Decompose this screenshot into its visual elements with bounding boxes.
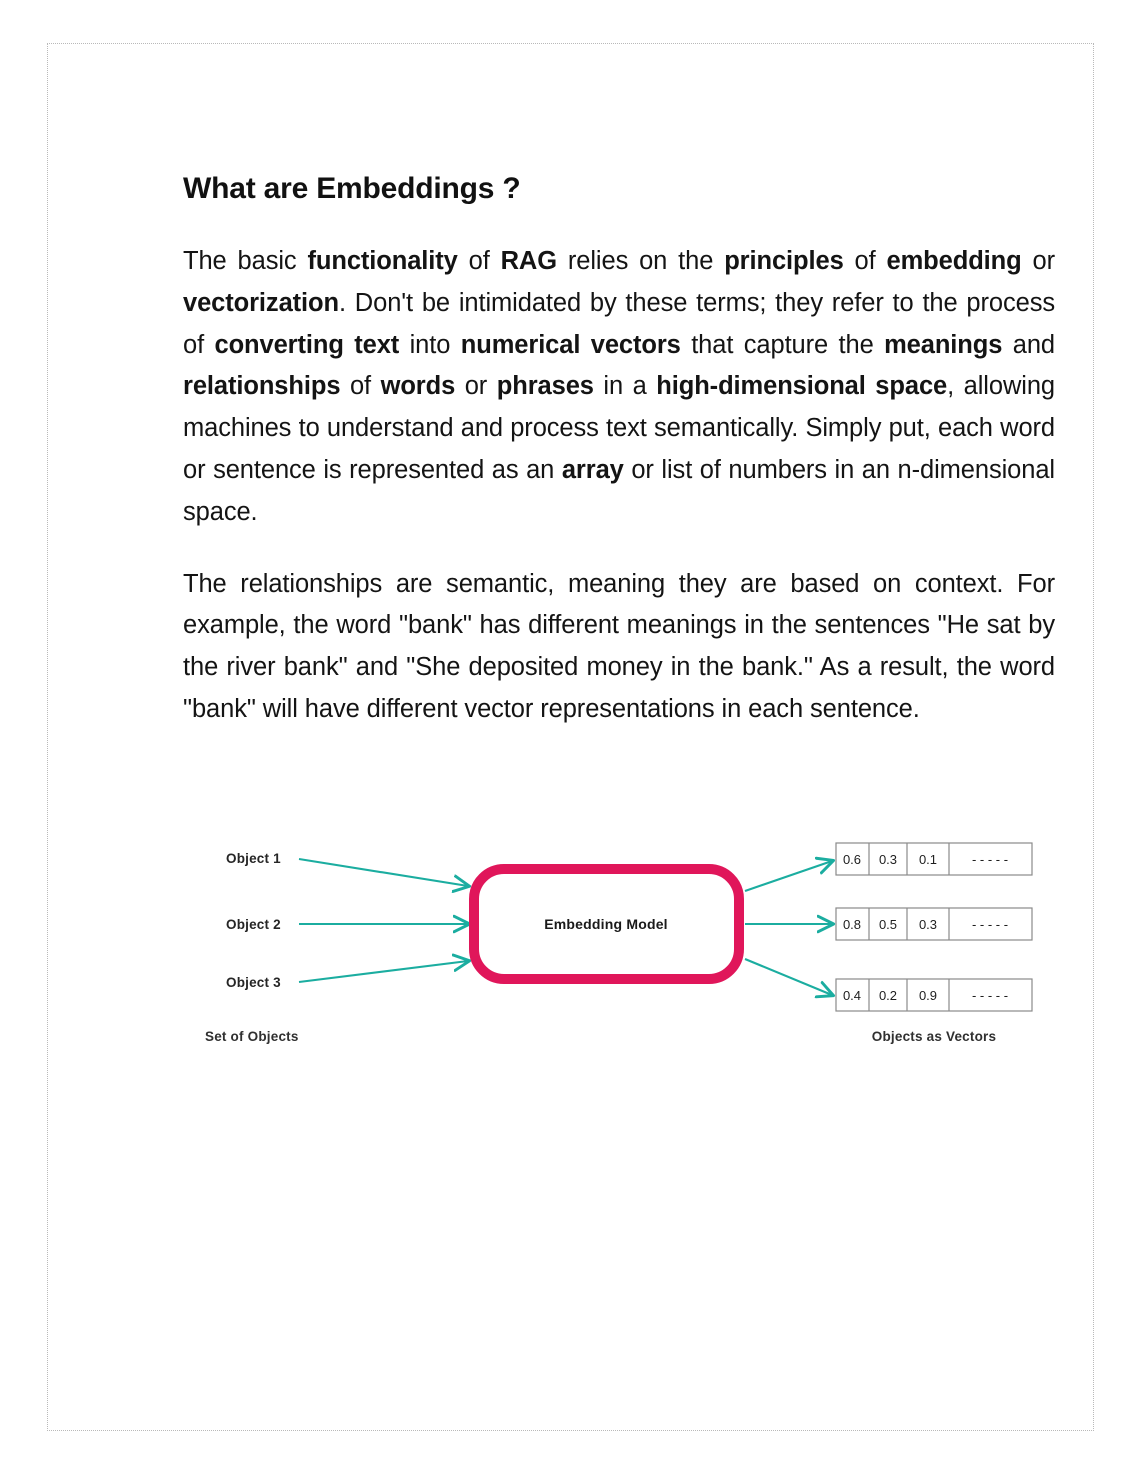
vector-1-value-3: 0.1	[918, 852, 938, 867]
vector-1-value-2: 0.3	[878, 852, 898, 867]
diagram-left-caption: Set of Objects	[205, 1029, 299, 1044]
emphasized-text: relationships	[183, 372, 341, 401]
diagram-vector-row-1	[836, 843, 1032, 875]
vector-3-value-1: 0.4	[842, 988, 862, 1003]
embedding-diagram	[196, 819, 1056, 1059]
vector-2-ellipsis: - - - - -	[971, 917, 1009, 932]
diagram-vector-row-3	[836, 979, 1032, 1011]
vector-3-value-2: 0.2	[878, 988, 898, 1003]
diagram-model-label: Embedding Model	[544, 916, 668, 932]
vector-3-ellipsis: - - - - -	[971, 988, 1009, 1003]
paragraph-2: The relationships are semantic, meaning they are based on context. For example, the word "bank" has different meanings in the sentences "He sat by the river bank" and "She deposited money in the bank." As a result, the word "bank" will have different vector representations in each sentence.	[183, 569, 1055, 723]
diagram-object-label-3: Object 3	[226, 975, 281, 990]
emphasized-text: words	[380, 372, 456, 401]
vector-2-value-3: 0.3	[918, 917, 938, 932]
vector-2-value-2: 0.5	[878, 917, 898, 932]
paragraph-1: The basic functionality of RAG relies on the principles of embedding or vectorization. Don't be intimidated by these terms; they refer to the process of converting text into numerical vectors that capture the meanings and relationships of words or phrases in a high-dimensional space, allowing machines to understand and process text semantically. Simply put, each word or sentence is represented as an array or list of numbers in an n-dimensional space.	[183, 247, 1055, 526]
vector-1-ellipsis: - - - - -	[971, 852, 1009, 867]
emphasized-text: principles	[724, 247, 844, 275]
emphasized-text: embedding	[886, 247, 1022, 275]
emphasized-text: phrases	[496, 372, 594, 401]
diagram-model-box	[474, 869, 739, 979]
emphasized-text: converting text	[214, 330, 400, 359]
page-title: What are Embeddings ?	[183, 172, 521, 205]
emphasized-text: numerical vectors	[460, 330, 681, 359]
diagram-object-label-2: Object 2	[226, 917, 281, 932]
emphasized-text: functionality	[307, 247, 458, 275]
vector-1-value-1: 0.6	[842, 852, 862, 867]
emphasized-text: RAG	[500, 247, 557, 275]
emphasized-text: high-dimensional space	[656, 372, 948, 401]
vector-2-value-1: 0.8	[842, 917, 862, 932]
diagram-vector-row-2	[836, 908, 1032, 940]
diagram-input-arrows	[299, 859, 468, 982]
emphasized-text: vectorization	[183, 288, 339, 317]
document-content	[183, 171, 1055, 731]
diagram-object-label-1: Object 1	[226, 851, 281, 866]
emphasized-text: array	[561, 455, 624, 484]
diagram-output-arrows	[745, 861, 832, 995]
emphasized-text: meanings	[884, 330, 1003, 359]
diagram-right-caption: Objects as Vectors	[871, 1029, 997, 1044]
vector-3-value-3: 0.9	[918, 988, 938, 1003]
page-frame	[47, 43, 1094, 1431]
